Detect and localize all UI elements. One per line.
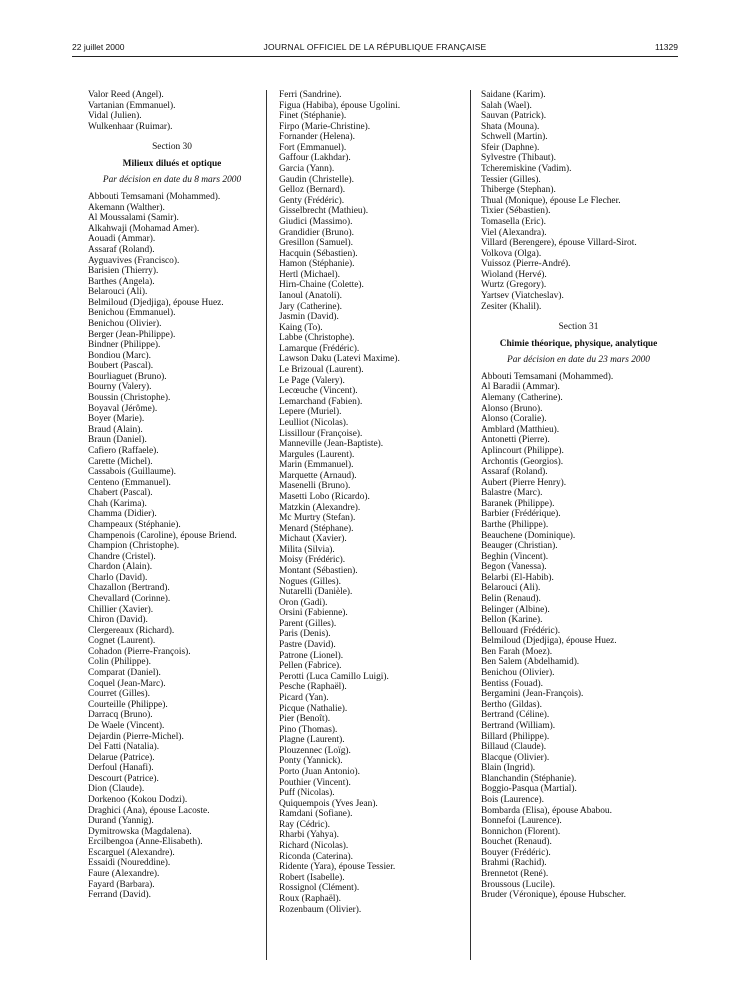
list-entry: Patrone (Lionel). [279,650,344,661]
list-entry: Aubert (Pierre Henry). [481,477,567,488]
list-entry: Amblard (Matthieu). [481,424,560,435]
list-entry: Brennetot (René). [481,869,549,880]
list-entry: Quiquempois (Yves Jean). [279,798,378,809]
list-entry: Montant (Sébastien). [279,566,358,577]
list-entry: Pellen (Fabrice). [279,661,342,672]
list-entry: Braun (Daniel). [88,435,147,446]
name-list-before [88,90,288,132]
list-entry: Villard (Berengere), épouse Villard-Sirot. [481,238,637,249]
section-title: Milieux dilués et optique [122,158,222,169]
list-entry: Balastre (Marc). [481,488,543,499]
list-entry: Ferri (Sandrine). [279,90,342,100]
section-number: Section 31 [558,322,599,333]
list-entry: Belmiloud (Djedjiga), épouse Huez. [88,297,224,308]
list-entry: Marin (Emmanuel). [279,460,354,471]
list-entry: Cafiero (Raffaele). [88,445,159,456]
list-entry: Paris (Denis). [279,629,331,640]
list-entry: Billaud (Claude). [481,742,547,753]
list-entry: Blacque (Olivier). [481,752,550,763]
list-entry: Benichou (Emmanuel). [88,308,176,319]
list-entry: Boussin (Christophe). [88,393,171,404]
list-entry: Hirn-Chaine (Colette). [279,280,364,291]
list-entry: Courret (Gilles). [88,689,150,700]
list-entry: Chevallard (Corinne). [88,594,171,605]
list-entry: Al Baradii (Ammar). [481,382,560,393]
list-entry: Vartanian (Emmanuel). [88,100,176,111]
list-entry: Pastre (David). [279,640,336,651]
list-entry: Jary (Catherine). [279,301,342,312]
list-entry: Barthe (Philippe). [481,519,549,530]
list-entry: Bondiou (Marc). [88,350,152,361]
list-entry: Figua (Habiba), épouse Ugolini. [279,100,401,111]
column-3 [481,90,681,901]
list-entry: Assaraf (Roland). [481,467,548,478]
list-entry: Bourny (Valery). [88,382,152,393]
list-entry: Rossignol (Clément). [279,883,360,894]
list-entry: Plouzennec (Loïg). [279,745,351,756]
list-entry: Nogues (Gilles). [279,576,341,587]
list-entry: Assaraf (Roland). [88,244,155,255]
list-entry: Champenois (Caroline), épouse Briend. [88,530,237,541]
list-entry: Rharbi (Yahya). [279,830,339,841]
list-entry: Archontis (Georgios). [481,456,564,467]
list-entry: Coquel (Jean-Marc). [88,678,166,689]
list-entry: Wulkenhaar (Ruimar). [88,121,173,132]
list-entry: Barisien (Thierry). [88,266,159,277]
list-entry: Margules (Laurent). [279,449,355,460]
list-entry: Blain (Ingrid). [481,763,536,774]
list-entry: Hertl (Michael). [279,269,340,280]
name-list-after [88,192,288,901]
list-entry: De Waele (Vincent). [88,720,165,731]
list-entry: Marquette (Arnaud). [279,470,357,481]
list-entry: Ercilbengoa (Anne-Elisabeth). [88,837,203,848]
list-entry: Cognet (Laurent). [88,636,156,647]
list-entry: Bonnefoi (Laurence). [481,816,562,827]
list-entry: Jasmin (David). [279,312,339,323]
list-entry: Nutarelli (Danièle). [279,587,353,598]
list-entry: Finet (Stéphanie). [279,111,347,122]
list-entry: Hacquin (Sébastien). [279,248,358,259]
list-entry: Bellon (Karine). [481,615,543,626]
list-entry: Plagne (Laurent). [279,735,345,746]
list-entry: Vuissoz (Pierre-André). [481,259,571,270]
list-entry: Essaidi (Noureddine). [88,858,171,869]
list-entry: Michaut (Xavier). [279,534,347,545]
list-entry: Perotti (Luca Camillo Luigi). [279,671,389,682]
list-entry: Ponty (Yannick). [279,756,343,767]
list-entry: Richard (Nicolas). [279,841,349,852]
list-entry: Orsini (Fabienne). [279,608,348,619]
list-entry: Chillier (Xavier). [88,604,154,615]
list-entry: Roux (Raphaël). [279,893,341,904]
list-entry: Bonnichon (Florent). [481,826,561,837]
list-entry: Labbe (Christophe). [279,333,355,344]
list-entry: Sfeir (Daphne). [481,142,540,153]
list-entry: Boyer (Marie). [88,414,145,425]
list-entry: Pier (Benoît). [279,714,331,725]
list-entry: Lecœuche (Vincent). [279,386,358,397]
list-entry: Chamma (Didier). [88,509,157,520]
list-entry: Begon (Vanessa). [481,562,547,573]
list-entry: Tessier (Gilles). [481,174,541,185]
list-entry: Dion (Claude). [88,784,145,795]
header-page-number: 11329 [654,42,678,52]
list-entry: Masetti Lobo (Ricardo). [279,491,370,502]
list-entry: Ben Farah (Moez). [481,646,553,657]
list-entry: Tomasella (Eric). [481,216,546,227]
list-entry: Hamon (Stéphanie). [279,259,355,270]
list-entry: Bertrand (William). [481,720,556,731]
list-entry: Zesiter (Khalil). [481,301,542,312]
list-entry: Escarguel (Alexandre). [88,847,175,858]
list-entry: Masenelli (Bruno). [279,481,351,492]
list-entry: Chiron (David). [88,615,148,626]
list-entry: Kaing (To). [279,322,323,333]
list-entry: Comparat (Daniel). [88,668,161,679]
list-entry: Boyaval (Jérôme). [88,403,158,414]
list-entry: Alonso (Coralie). [481,414,547,425]
list-entry: Mc Murtry (Stefan). [279,513,356,524]
list-entry: Abbouti Temsamani (Mohammed). [481,371,614,382]
list-entry: Durand (Yannig). [88,816,154,827]
list-entry: Gisselbrecht (Mathieu). [279,206,369,217]
list-entry: Belarouci (Ali). [481,583,541,594]
list-entry: Akemann (Walther). [88,202,165,213]
list-entry: Dorkenoo (Kokou Dodzi). [88,795,188,805]
list-entry: Charlo (David). [88,572,148,583]
list-entry: Beauger (Christian). [481,541,558,552]
list-entry: Chardon (Alain). [88,562,153,573]
list-entry: Bertrand (Céline). [481,710,550,721]
list-entry: Boubert (Pascal). [88,361,154,372]
list-entry: Blanchandin (Stéphanie). [481,773,577,784]
list-entry: Menard (Stéphane). [279,523,354,534]
list-entry: Bouyer (Frédéric). [481,847,551,858]
section-title: Chimie théorique, physique, analytique [499,338,658,349]
column-separator [470,90,471,960]
list-entry: Derfoul (Hanafi). [88,763,154,774]
list-entry: Lepere (Muriel). [279,407,342,418]
name-list [279,90,479,915]
list-entry: Pesche (Raphaël). [279,682,347,693]
list-entry: Fayard (Barbara). [88,879,155,890]
list-entry: Descourt (Patrice). [88,773,159,784]
list-entry: Pino (Thomas). [279,724,338,735]
list-entry: Ridente (Yara), épouse Tessier. [279,862,396,873]
list-entry: Boggio-Pasqua (Martial). [481,784,577,795]
list-entry: Firpo (Marie-Christine). [279,121,371,132]
list-entry: Belarbi (El-Habib). [481,572,554,583]
list-entry: Centeno (Emmanuel). [88,477,171,488]
list-entry: Darracq (Bruno). [88,710,153,721]
list-entry: Volkova (Olga). [481,248,542,259]
list-entry: Rozenbaum (Olivier). [279,904,362,915]
list-entry: Alkahwaji (Mohamad Amer). [88,223,200,234]
list-entry: Abbouti Temsamani (Mohammed). [88,192,221,203]
list-entry: Cohadon (Pierre-François). [88,646,191,657]
list-entry: Beauchene (Dominique). [481,530,576,541]
column-separator [266,90,267,960]
list-entry: Alemany (Catherine). [481,393,563,404]
list-entry: Picard (Yan). [279,692,329,703]
column-1 [88,90,288,901]
list-entry: Riconda (Caterina). [279,851,353,862]
list-entry: Billard (Philippe). [481,731,550,742]
list-entry: Oron (Gadi). [279,597,328,608]
list-entry: Bombarda (Elisa), épouse Ababou. [481,805,612,816]
list-entry: Champeaux (Stéphanie). [88,519,181,530]
list-entry: Benichou (Olivier). [481,668,555,679]
list-entry: Baranek (Philippe). [481,498,555,509]
name-list-after [481,372,681,901]
list-entry: Gresillon (Samuel). [279,238,353,249]
list-entry: Lissillour (Françoise). [279,428,363,439]
list-entry: Sauvan (Patrick). [481,111,547,122]
list-entry: Bindner (Philippe). [88,340,161,351]
list-entry: Tcheremiskine (Vadim). [481,164,572,175]
list-entry: Broussous (Lucile). [481,879,555,890]
list-entry: Draghici (Ana), épouse Lacoste. [88,805,210,816]
list-entry: Grandidier (Bruno). [279,227,354,238]
section-decision: Par décision en date du 8 mars 2000 [102,175,242,186]
list-entry: Brahmi (Rachid). [481,858,547,869]
header-rule [72,56,678,57]
list-entry: Dymitrowska (Magdalena). [88,826,192,837]
list-entry: Milita (Silvia). [279,544,335,555]
list-entry: Fornander (Helena). [279,132,356,143]
list-entry: Lemarchand (Fabien). [279,396,363,407]
list-entry: Ramdani (Sofiane). [279,809,353,820]
list-entry: Picque (Nathalie). [279,703,348,714]
list-entry: Ayguavives (Francisco). [88,255,180,266]
list-entry: Bellouard (Frédéric). [481,625,561,636]
list-entry: Braud (Alain). [88,424,143,435]
list-entry: Valor Reed (Angel). [88,90,164,100]
list-entry: Antonetti (Pierre). [481,435,550,446]
list-entry: Wioland (Hervé). [481,269,547,280]
list-entry: Genty (Frédéric). [279,195,345,206]
list-entry: Ray (Cédric). [279,819,331,830]
list-entry: Lamarque (Frédéric). [279,343,360,354]
column-2 [279,90,479,915]
name-list-before [481,90,681,312]
list-entry: Aouadi (Ammar). [88,234,156,245]
list-entry: Chabert (Pascal). [88,488,153,499]
list-entry: Belarouci (Ali). [88,287,148,298]
list-entry: Belin (Renaud). [481,594,541,605]
list-entry: Bruder (Véronique), épouse Hubscher. [481,890,627,901]
list-entry: Fort (Emmanuel). [279,142,347,153]
list-entry: Dejardin (Pierre-Michel). [88,731,184,742]
list-entry: Vidal (Julien). [88,111,142,122]
list-entry: Al Moussalami (Samir). [88,213,179,224]
section-decision: Par décision en date du 23 mars 2000 [507,355,650,366]
list-entry: Thiberge (Stephan). [481,185,556,196]
list-entry: Barbier (Frédérique). [481,509,561,520]
list-entry: Bergamini (Jean-François). [481,689,584,700]
list-entry: Salah (Wael). [481,100,532,111]
list-entry: Belmiloud (Djedjiga), épouse Huez. [481,636,617,647]
list-entry: Pouthier (Vincent). [279,777,351,788]
page-header [72,42,678,56]
list-entry: Ben Salem (Abdelhamid). [481,657,580,668]
list-entry: Thual (Monique), épouse Le Flecher. [481,195,621,206]
list-entry: Wurtz (Gregory). [481,280,547,291]
header-date: 22 juillet 2000 [72,42,125,52]
list-entry: Leulliot (Nicolas). [279,417,349,428]
list-entry: Puff (Nicolas). [279,788,335,799]
list-entry: Porto (Juan Antonio). [279,767,360,777]
list-entry: Lawson Daku (Latevi Maxime). [279,354,400,365]
section-number: Section 30 [152,142,192,153]
list-entry: Le Page (Valery). [279,375,345,386]
list-entry: Bouchet (Renaud). [481,837,552,848]
list-entry: Schwell (Martin). [481,132,548,143]
list-entry: Matzkin (Alexandre). [279,502,361,513]
list-entry: Del Fatti (Natalia). [88,742,160,753]
list-entry: Delarue (Patrice). [88,752,155,763]
list-entry: Yartsev (Viatcheslav). [481,290,564,301]
list-entry: Aplincourt (Philippe). [481,445,564,456]
list-entry: Chazallon (Bertrand). [88,583,170,594]
list-entry: Parent (Gilles). [279,618,337,629]
list-entry: Berger (Jean-Philippe). [88,329,176,340]
list-entry: Bertho (Gildas). [481,699,542,710]
list-entry: Clergereaux (Richard). [88,625,175,636]
list-entry: Carette (Michel). [88,456,153,467]
list-entry: Manneville (Jean-Baptiste). [279,439,384,450]
list-entry: Tixier (Sébastien). [481,206,551,217]
list-entry: Shata (Mouna). [481,121,540,132]
list-entry: Gaffour (Lakhdar). [279,153,351,164]
list-entry: Faure (Alexandre). [88,869,160,880]
list-entry: Bourliaguet (Bruno). [88,371,167,382]
list-entry: Chandre (Cristel). [88,551,156,562]
list-entry: Chah (Karima). [88,498,147,509]
list-entry: Gaudin (Christelle). [279,174,354,185]
list-entry: Bois (Laurence). [481,795,544,805]
list-entry: Benichou (Olivier). [88,318,162,329]
list-entry: Barthes (Angela). [88,276,155,287]
list-entry: Beghin (Vincent). [481,551,549,562]
list-entry: Le Brizoual (Laurent). [279,365,364,376]
list-entry: Viel (Alexandra). [481,227,547,238]
list-entry: Alonso (Bruno). [481,403,543,414]
list-entry: Saidane (Karim). [481,90,546,100]
list-entry: Gelloz (Bernard). [279,185,346,196]
list-entry: Champion (Christophe). [88,541,180,552]
list-entry: Sylvestre (Thibaut). [481,153,556,164]
list-entry: Moisy (Frédéric). [279,555,346,566]
list-entry: Belinger (Albine). [481,604,550,615]
list-entry: Garcia (Yann). [279,164,335,175]
list-entry: Giudici (Massimo). [279,216,353,227]
list-entry: Colin (Philippe). [88,657,152,668]
list-entry: Courteille (Philippe). [88,699,168,710]
list-entry: Robert (Isabelle). [279,872,345,883]
header-title: JOURNAL OFFICIEL DE LA RÉPUBLIQUE FRANÇAISE [263,42,487,52]
list-entry: Ferrand (David). [88,890,151,901]
list-entry: Cassabois (Guillaume). [88,467,177,478]
list-entry: Ianoul (Anatoli). [279,290,343,301]
list-entry: Bentiss (Fouad). [481,678,543,689]
